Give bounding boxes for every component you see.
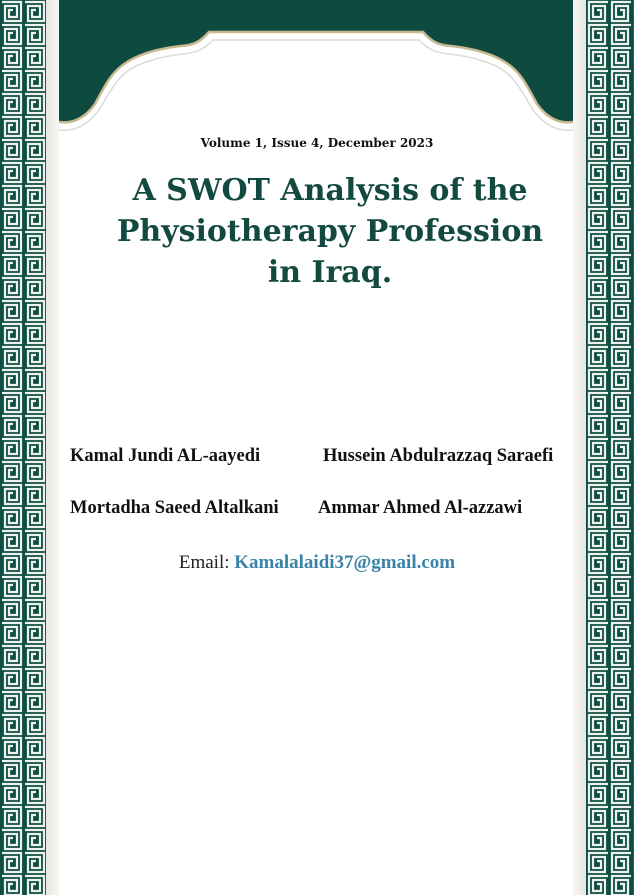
author-name: Mortadha Saeed Altalkani [70,498,279,518]
volume-issue-line: Volume 1, Issue 4, December 2023 [200,136,434,150]
arch-shape [59,0,573,122]
right-inner-margin [573,0,586,895]
left-decorative-border [0,0,46,895]
right-border-pattern [586,0,634,895]
contact-email-line [0,552,634,574]
left-inner-margin [46,0,59,895]
paper-title: A SWOT Analysis of the Physiotherapy Profession in Iraq. [116,173,544,290]
email-label: Email: [178,552,230,573]
author-name: Ammar Ahmed Al-azzawi [318,498,523,518]
author-name: Kamal Jundi AL-aayedi [70,446,261,466]
left-border-pattern [0,0,46,895]
right-decorative-border [586,0,634,895]
email-address-link[interactable]: Kamalalaidi37@gmail.com [234,552,456,573]
header-arch-band [59,0,573,150]
author-name: Hussein Abdulrazzaq Saraefi [323,446,554,466]
